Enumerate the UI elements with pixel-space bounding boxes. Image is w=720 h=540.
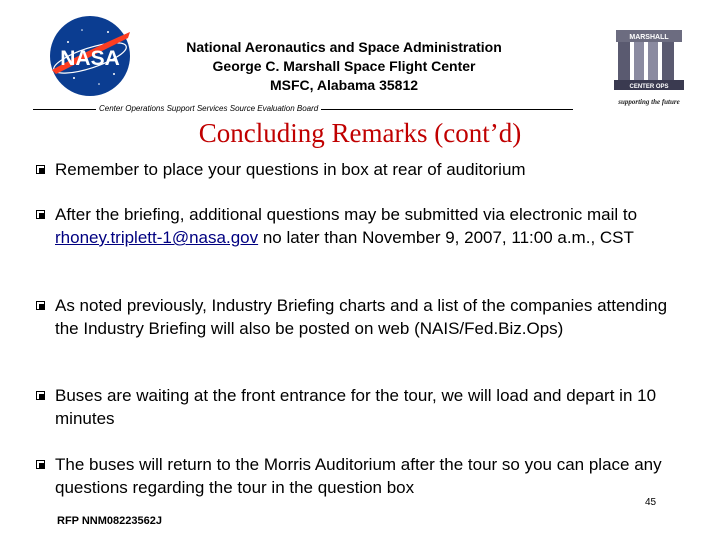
bullet-text-post: no later than November 9, 2007, 11:00 a.m., CST [258, 228, 634, 247]
rfp-number: RFP NNM08223562J [57, 515, 162, 527]
bullet-text: As noted previously, Industry Briefing charts and a list of the companies attending the Industry Briefing will also be posted on web (NAIS/Fed.Biz.Ops) [55, 296, 668, 338]
page-number: 45 [645, 497, 657, 508]
bullet-box-icon [36, 460, 45, 469]
msfc-logo-text: MARSHALL [629, 34, 669, 41]
board-name: Center Operations Support Services Source Evaluation Board [96, 104, 321, 114]
header-line-1: National Aeronautics and Space Administration [186, 39, 502, 55]
header-block [150, 38, 538, 95]
bullet-box-icon [36, 391, 45, 400]
bullet-text-pre: After the briefing, additional questions may be submitted via electronic mail to [55, 205, 638, 224]
slide-title: Concluding Remarks (cont’d) [198, 118, 522, 148]
header-line-3: MSFC, Alabama 35812 [269, 77, 419, 93]
header-line-2: George C. Marshall Space Flight Center [212, 58, 476, 74]
bullet-box-icon [36, 210, 45, 219]
bullet-text: Remember to place your questions in box at rear of auditorium [55, 160, 526, 179]
msfc-center-ops-logo [610, 26, 688, 112]
bullet-box-icon [36, 165, 45, 174]
nasa-logo [44, 12, 136, 100]
bullet-box-icon [36, 301, 45, 310]
bullet-text [55, 203, 695, 249]
msfc-logo-tagline: supporting the future [618, 98, 680, 106]
bullet-text: The buses will return to the Morris Auditorium after the tour so you can place any questions regarding the tour in the question box [55, 455, 662, 497]
msfc-logo-bottom: CENTER OPS [629, 84, 669, 90]
nasa-logo-text: NASA [60, 47, 120, 70]
bullet-text: Buses are waiting at the front entrance for the tour, we will load and depart in 10 minutes [55, 386, 657, 428]
email-link[interactable]: rhoney.triplett-1@nasa.gov [55, 228, 259, 247]
